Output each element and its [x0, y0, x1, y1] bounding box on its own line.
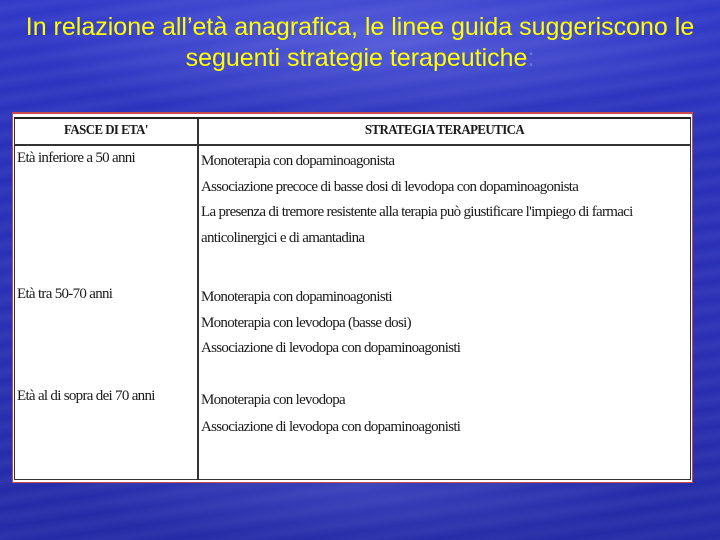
age-group-cell: Età inferiore a 50 anni [17, 150, 136, 166]
strategy-list [201, 149, 633, 251]
slide-title-colon: : [527, 44, 535, 72]
strategy-item: Associazione di levodopa con dopaminoagonisti [201, 340, 461, 356]
strategy-item: Associazione precoce di basse dosi di levodopa con dopaminoagonista [201, 178, 579, 195]
slide-title [0, 12, 720, 74]
strategy-item: Associazione di levodopa con dopaminoagonisti [201, 419, 461, 435]
slide-title-text: In relazione all’età anagrafica, le linee guida suggeriscono le seguenti strategie terapeutiche [25, 13, 695, 72]
age-group-cell: Età tra 50-70 anni [17, 286, 113, 302]
therapy-table [14, 117, 691, 480]
strategy-item: Monoterapia con levodopa (basse dosi) [201, 314, 411, 331]
age-group-cell: Età al di sopra dei 70 anni [17, 388, 155, 404]
header-divider [15, 144, 690, 146]
strategy-item: Monoterapia con dopaminoagonista [201, 153, 395, 169]
strategy-item: Monoterapia con dopaminoagonisti [201, 289, 392, 305]
strategy-item: La presenza di tremore resistente alla terapia può giustificare l'impiego di farmaci [201, 204, 633, 220]
header-age-group: FASCE DI ETA' [64, 123, 148, 138]
column-divider [197, 119, 199, 479]
header-strategy: STRATEGIA TERAPEUTICA [364, 123, 525, 138]
strategy-item: anticolinergici e di amantadina [201, 229, 365, 246]
strategy-list [201, 285, 460, 362]
therapy-table-image [12, 112, 693, 483]
strategy-item: Monoterapia con levodopa [201, 392, 345, 408]
strategy-list [201, 387, 460, 441]
